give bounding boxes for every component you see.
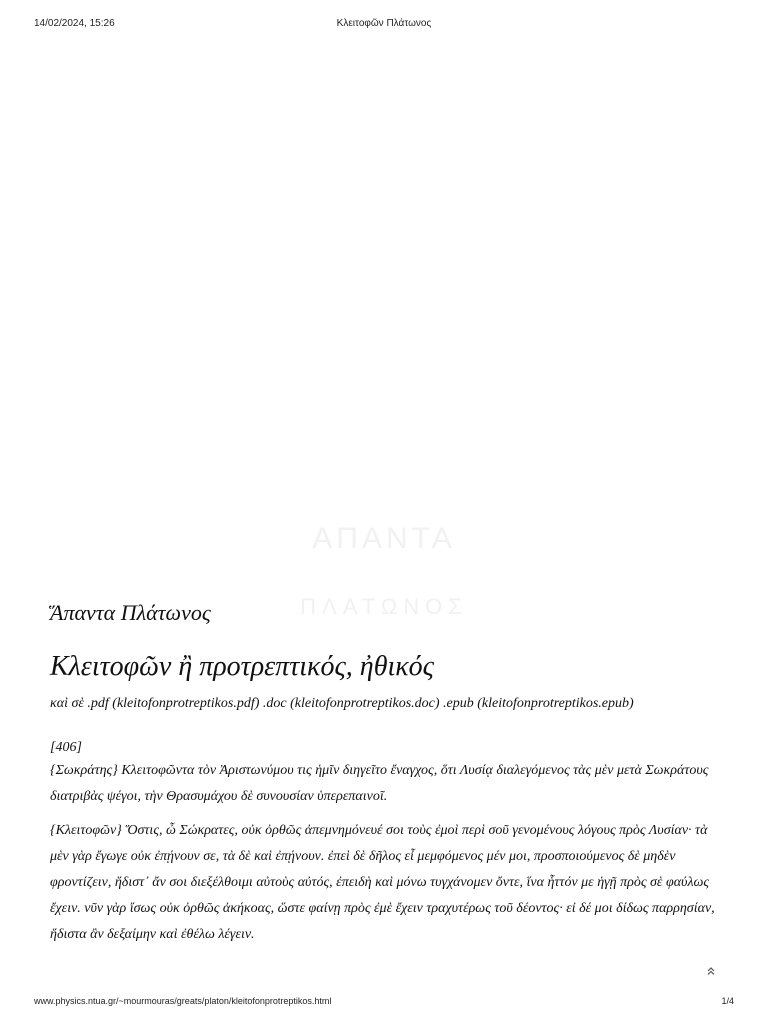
double-chevron-up-icon: [706, 966, 716, 976]
download-doc-link[interactable]: .doc (kleitofonprotreptikos.doc): [262, 696, 440, 711]
speaker-name: {Κλειτοφῶν}: [50, 823, 122, 838]
work-title: Κλειτοφῶν ἢ προτρεπτικός, ἠθικός: [50, 651, 435, 682]
section-marker: [406]: [50, 740, 82, 755]
print-header: [34, 14, 734, 30]
site-title[interactable]: Ἅπαντα Πλάτωνος: [50, 600, 211, 625]
dialogue-text: Κλειτοφῶντα τὸν Ἀριστωνύμου τις ἡμῖν διηγεῖτο ἔναγχος, ὅτι Λυσίᾳ διαλεγόμενος τὰς μὲν μετὰ Σωκράτους διατριβὰς ψέγοι, τὴν Θρασυμάχου δὲ συνουσίαν ὑπερεπαινοῖ.: [50, 763, 709, 804]
scroll-to-top-button[interactable]: [702, 962, 720, 980]
print-date: 14/02/2024, 15:26: [34, 18, 115, 29]
watermark-line-1: ΑΠΑΝΤΑ: [312, 522, 456, 555]
speaker-name: {Σωκράτης}: [50, 763, 118, 778]
download-epub-link[interactable]: .epub (kleitofonprotreptikos.epub): [443, 696, 634, 711]
download-pdf-link[interactable]: .pdf (kleitofonprotreptikos.pdf): [87, 696, 260, 711]
page-url: www.physics.ntua.gr/~mourmouras/greats/platon/kleitofonprotreptikos.html: [34, 996, 332, 1006]
download-links: [50, 694, 718, 714]
print-footer: [34, 994, 734, 1010]
watermark-line-2: ΠΛΑΤΩΝΟΣ: [300, 594, 468, 619]
dialogue-text: Ὅστις, ὦ Σώκρατες, οὐκ ὀρθῶς ἀπεμνημόνευέ σοι τοὺς ἐμοὶ περὶ σοῦ γενομένους λόγους πρὸς Λυσίαν· τὰ μὲν γὰρ ἔγωγε οὐκ ἐπῄνουν σε, τὰ δὲ καὶ ἐπῄνουν. ἐπεὶ δὲ δῆλος εἶ μεμφόμενος μέν μοι, προσποιούμενος δὲ μηδὲν φροντίζειν, ἥδιστ᾽ ἄν σοι διεξέλθοιμι αὐτοὺς αὐτός, ἐπειδὴ καὶ μόνω τυγχάνομεν ὄντε, ἵνα ἧττόν με ἡγῇ πρὸς σὲ φαύλως ἔχειν. νῦν γὰρ ἴσως οὐκ ὀρθῶς ἀκήκοας, ὥστε φαίνῃ πρὸς ἐμὲ ἔχειν τραχυτέρως τοῦ δέοντος· εἰ δέ μοι δίδως παρρησίαν, ἥδιστα ἂν δεξαίμην καὶ ἐθέλω λέγειν.: [50, 823, 715, 942]
dialogue-paragraph: [50, 758, 718, 810]
article-content: [50, 596, 718, 948]
print-page-title: Κλειτοφῶν Πλάτωνος: [336, 18, 432, 29]
page-number: 1/4: [721, 996, 734, 1006]
downloads-prefix: καὶ σὲ: [50, 696, 84, 711]
dialogue-paragraph: [50, 818, 718, 948]
